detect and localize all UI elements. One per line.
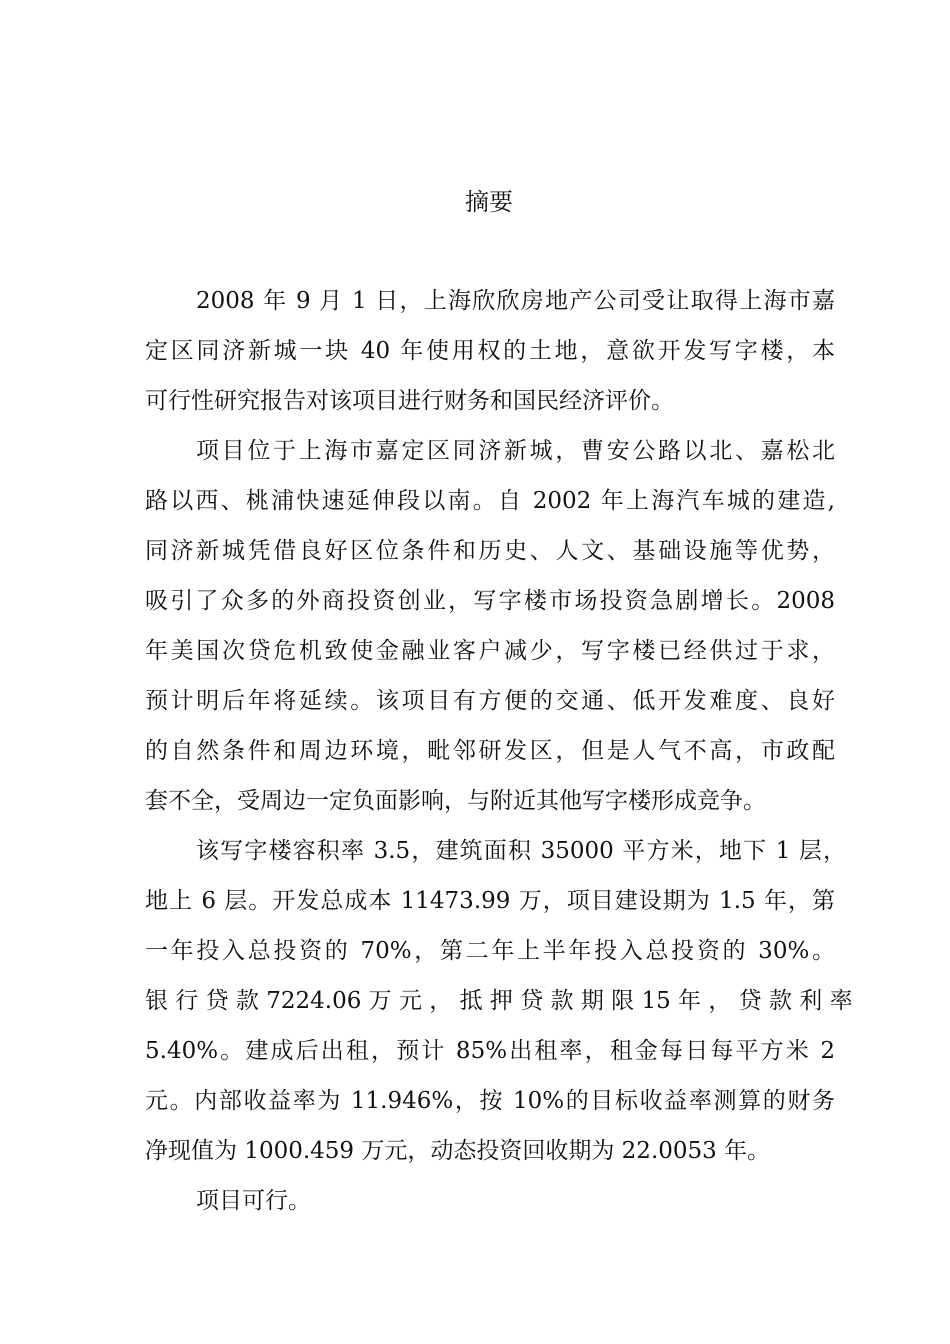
paragraph-line: 净现值为 1000.459 万元，动态投资回收期为 22.0053 年。 [145, 1138, 771, 1164]
paragraph-line: 的自然条件和周边环境，毗邻研发区，但是人气不高，市政配 [145, 738, 835, 764]
paragraph-line: 路以西、桃浦快速延伸段以南。自 2002 年上海汽车城的建造, [145, 488, 835, 514]
paragraph-line: 地上 6 层。开发总成本 11473.99 万，项目建设期为 1.5 年，第 [145, 888, 835, 914]
paragraph-line: 银 行 贷 款 7224.06 万 元 ， 抵 押 贷 款 期 限 15 年 ， 贷 款 利 率 [145, 988, 853, 1014]
paragraph-line: 吸引了众多的外商投资创业，写字楼市场投资急剧增长。2008 [145, 588, 835, 614]
paragraph-line: 元。内部收益率为 11.946%，按 10%的目标收益率测算的财务 [145, 1088, 835, 1114]
paragraph-line: 2008 年 9 月 1 日，上海欣欣房地产公司受让取得上海市嘉 [196, 288, 835, 314]
paragraph-line: 套不全，受周边一定负面影响，与附近其他写字楼形成竞争。 [145, 788, 766, 814]
page-title: 摘要 [465, 188, 513, 216]
paragraph-line: 项目位于上海市嘉定区同济新城，曹安公路以北、嘉松北 [196, 438, 835, 464]
paragraph-line: 可行性研究报告对该项目进行财务和国民经济评价。 [145, 388, 674, 414]
paragraph-line: 定区同济新城一块 40 年使用权的土地，意欲开发写字楼，本 [145, 338, 835, 364]
paragraph-line: 年美国次贷危机致使金融业客户减少，写字楼已经供过于求， [145, 638, 835, 664]
paragraph-line: 预计明后年将延续。该项目有方便的交通、低开发难度、良好 [145, 688, 835, 714]
paragraph-line: 该写字楼容积率 3.5，建筑面积 35000 平方米，地下 1 层， [196, 838, 846, 864]
paragraph-line: 一年投入总投资的 70%，第二年上半年投入总投资的 30%。 [145, 938, 835, 964]
paragraph-line: 同济新城凭借良好区位条件和历史、人文、基础设施等优势， [145, 538, 835, 564]
paragraph-line: 项目可行。 [196, 1188, 311, 1214]
paragraph-line: 5.40%。建成后出租，预计 85%出租率，租金每日每平方米 2 [145, 1038, 835, 1064]
